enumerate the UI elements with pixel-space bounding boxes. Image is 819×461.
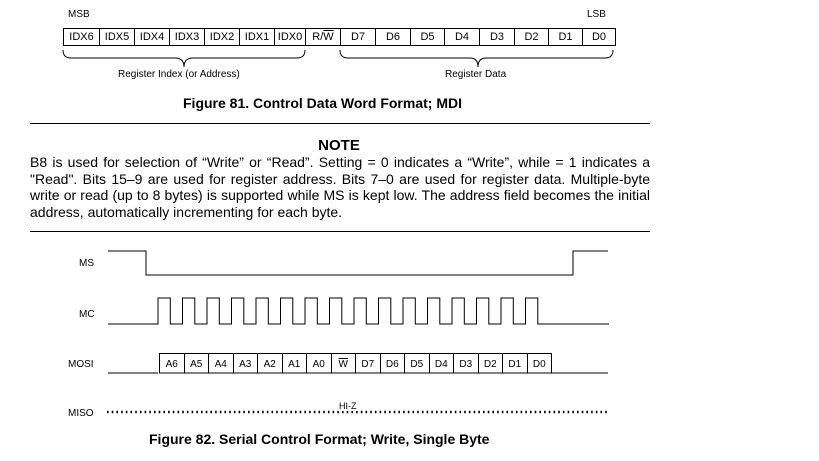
cell-idx5: IDX5 [99,28,135,46]
cell-d0: D0 [582,28,616,46]
mosi-bit-d5: D5 [404,353,430,373]
note-title: NOTE [318,137,360,154]
mosi-bit-d4: D4 [429,353,455,373]
mc-signal-label: MC [79,309,95,320]
lsb-label: LSB [587,9,606,20]
ms-waveform [108,251,608,275]
cell-idx3: IDX3 [169,28,205,46]
mosi-bit-d2: D2 [478,353,504,373]
cell-d3: D3 [479,28,515,46]
register-index-brace [63,50,305,67]
register-index-label: Register Index (or Address) [118,69,240,80]
mosi-bit-a0: A0 [306,353,332,373]
mosi-bit-a1: A1 [282,353,308,373]
cell-d6: D6 [375,28,411,46]
mc-clock-pulses [108,298,609,324]
note-body: B8 is used for selection of “Write” or “Read”. Setting = 0 indicates a “Write”, while = 1 indicates a "Read". Bits 15–9 are used for register address. Bits 7–0 are used for register data. Multiple-byte write or read (up to 8 bytes) is supported while MS is kept low. The address field becomes the initial address, automatically incrementing for each byte. [30,154,650,220]
cell-d2: D2 [514,28,549,46]
mc-waveform [108,298,609,324]
note-bottom-rule [30,231,650,232]
mosi-bit-d7: D7 [355,353,381,373]
mosi-signal-label: MOSI [68,359,94,370]
cell-idx4: IDX4 [134,28,170,46]
ms-signal-label: MS [79,258,94,269]
mosi-bit-a2: A2 [257,353,283,373]
mosi-bit-a4: A4 [208,353,234,373]
mosi-bit-a6: A6 [159,353,185,373]
mosi-bit-d3: D3 [453,353,479,373]
register-data-label: Register Data [445,69,507,80]
mosi-bit-d6: D6 [380,353,406,373]
miso-signal-label: MISO [68,408,94,419]
cell-d5: D5 [410,28,445,46]
register-data-brace [340,50,613,67]
cell-d7: D7 [340,28,376,46]
note-top-rule [30,123,650,124]
cell-idx6: IDX6 [63,28,100,46]
figure81-caption: Figure 81. Control Data Word Format; MDI [183,95,462,111]
mosi-bit-w: $\overline{W}$ [331,353,357,373]
cell-d1: D1 [548,28,583,46]
cell-idx0: IDX0 [274,28,306,46]
cell-d4: D4 [444,28,480,46]
cell-idx1: IDX1 [239,28,275,46]
msb-label: MSB [68,9,90,20]
hiz-label: HI-Z [339,401,357,411]
mosi-bit-a5: A5 [184,353,210,373]
cell-rw: $R/\overline{W}$ [305,28,341,46]
figure82-caption: Figure 82. Serial Control Format; Write, Single Byte [149,431,490,447]
mosi-bit-d1: D1 [502,353,528,373]
mosi-bit-d0: D0 [527,353,553,373]
cell-idx2: IDX2 [204,28,240,46]
mosi-bit-a3: A3 [233,353,259,373]
